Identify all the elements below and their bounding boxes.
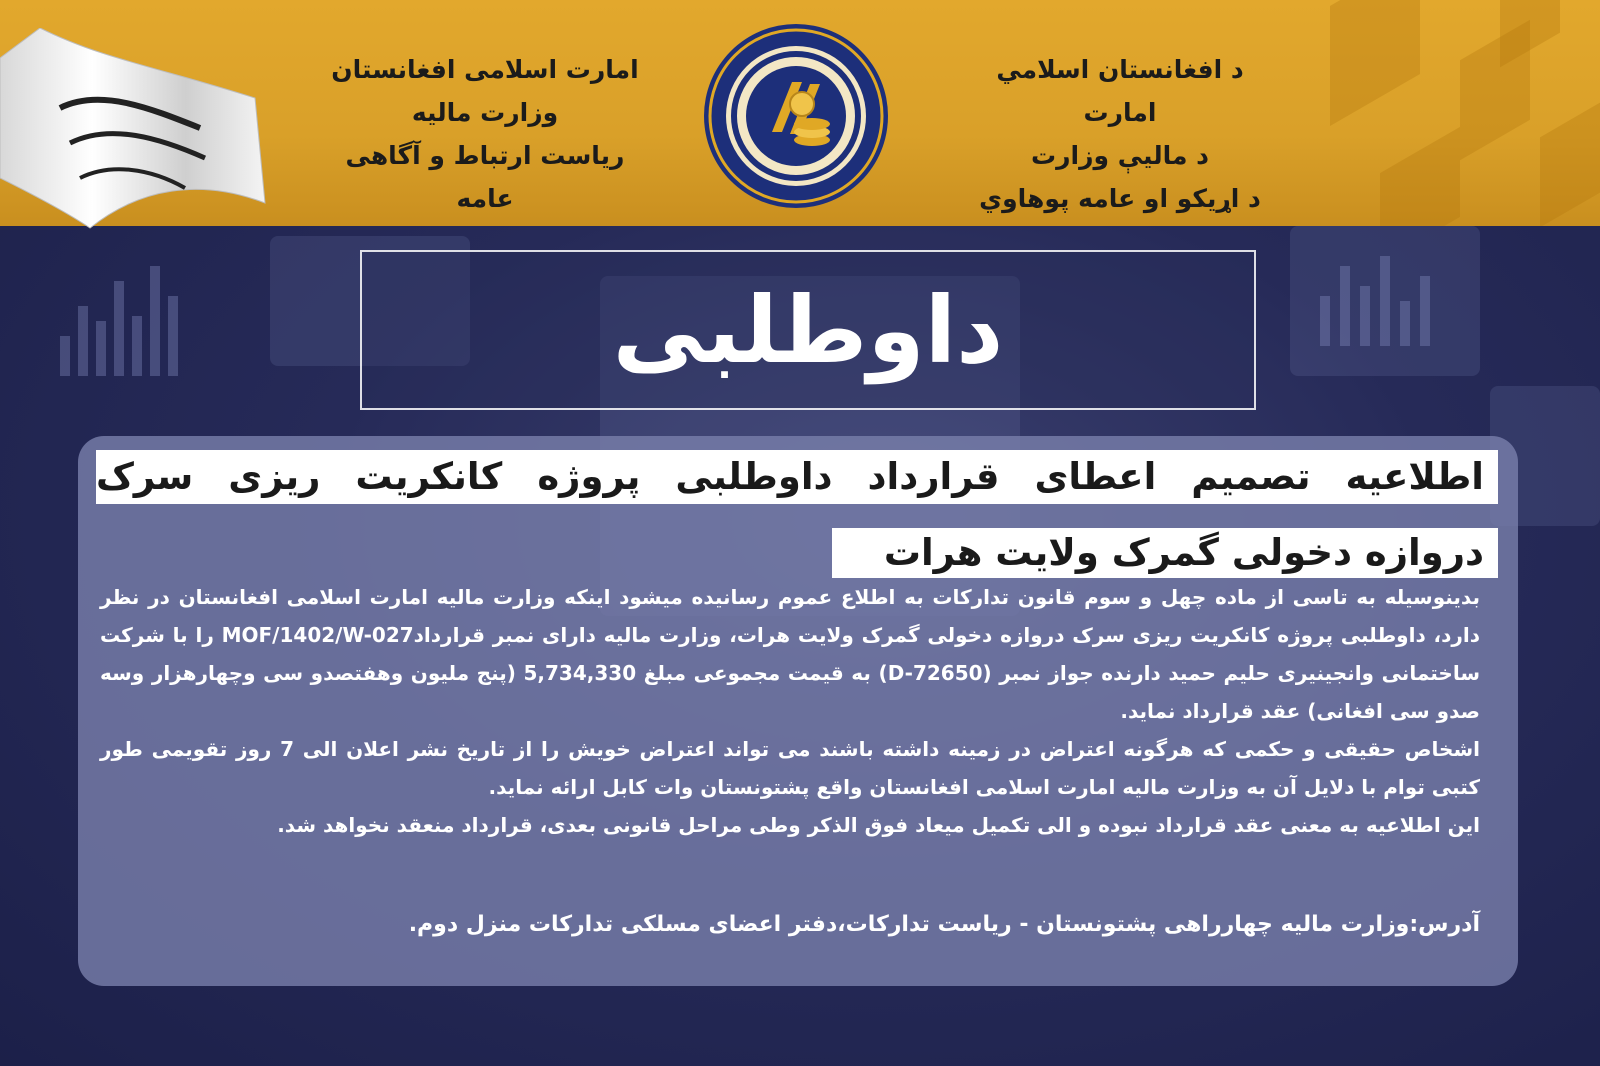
header-decor-shape bbox=[1380, 127, 1460, 226]
announcement-body bbox=[100, 578, 1480, 844]
address-line: آدرس:وزارت مالیه چهارراهی پشتونستان - ریاست تدارکات،دفتر اعضای مسلکی تدارکات منزل دوم. bbox=[408, 912, 1480, 937]
header-decor-shape bbox=[1330, 0, 1420, 126]
page-title: داوطلبی bbox=[612, 276, 1004, 384]
header-pashto-line1: د افغانستان اسلامي امارت bbox=[996, 55, 1244, 127]
header-dari-line2: وزارت مالیه bbox=[411, 98, 559, 127]
headline-line1: اطلاعیه تصمیم اعطای قرارداد داوطلبی پروژه کانکریت ریزی سرک bbox=[96, 450, 1498, 504]
ministry-seal bbox=[702, 22, 890, 210]
header-dari-line3: ریاست ارتباط و آگاهی عامه bbox=[345, 141, 625, 213]
header-decor-shape bbox=[1500, 0, 1560, 67]
header-pashto-line2: د ماليې وزارت bbox=[1030, 141, 1209, 170]
flag-emblem bbox=[0, 28, 270, 243]
body-paragraph-1: بدینوسیله به تاسی از ماده چهل و سوم قانون تدارکات به اطلاع عموم رسانیده میشود اینکه وزارت مالیه امارت اسلامی افغانستان در نظر دارد، داوطلبی پروژه کانکریت ریزی سرک دروازه دخولی گمرک ولایت هرات، وزارت مالیه دارای نمبر قراردادMOF/1402/W-027 را با شرکت ساختمانی وانجینیری حلیم حمید دارنده جواز نمبر (D-72650) به قیمت مجموعی مبلغ 5,734,330 (پنج ملیون وهفتصدو سی وچهارهزار وسه صدو سی افغانی) عقد قرارداد نماید. bbox=[100, 585, 1480, 723]
bg-bars-left bbox=[60, 256, 190, 376]
bg-bars-right bbox=[1320, 246, 1460, 346]
header-dari-block bbox=[320, 48, 650, 220]
header-dari-line1: امارت اسلامی افغانستان bbox=[331, 55, 639, 84]
title-box bbox=[360, 250, 1256, 410]
body-paragraph-2: اشخاص حقیقی و حکمی که هرگونه اعتراض در زمینه داشته باشند می تواند اعتراض خویش را از تاریخ نشر اعلان الی 7 روز تقویمی طور کتبی توام با دلایل آن به وزارت مالیه امارت اسلامی افغانستان واقع پشتونستان وات کابل ارائه نماید. bbox=[100, 737, 1480, 799]
header-pashto-line3: د اړيکو او عامه پوهاوي bbox=[979, 184, 1261, 213]
body-paragraph-3: این اطلاعیه به معنی عقد قرارداد نبوده و الی تکمیل میعاد فوق الذکر وطی مراحل قانونی بعدی، قرارداد منعقد نخواهد شد. bbox=[277, 813, 1480, 837]
headline-line2: دروازه دخولی گمرک ولایت هرات bbox=[832, 528, 1498, 578]
header-decor-shape bbox=[1540, 103, 1600, 226]
ministry-seal-icon bbox=[702, 22, 890, 210]
header-pashto-block bbox=[960, 48, 1280, 220]
flag-icon bbox=[0, 28, 270, 243]
